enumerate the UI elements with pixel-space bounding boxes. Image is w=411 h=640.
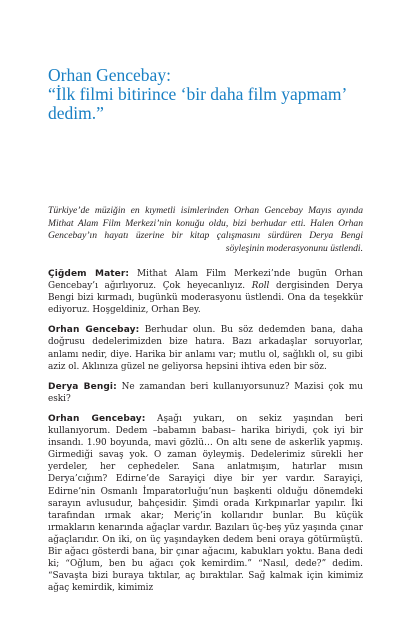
article-intro: Türkiye’de müziğin en kıymetli isimlerinden Orhan Gencebay Mayıs ayında Mithat Alam Film Merkezi’nin konuğu oldu, bizi berhudar etti. Halen Orhan Gencebay’ın hayatı üzerine bir kitap çalışmasını sürdüren Derya Bengi söyleşinin moderasyonunu üstlendi. [48,205,363,254]
interview-paragraph [48,413,363,594]
interview-body [48,268,363,602]
interview-paragraph [48,268,363,316]
speaker-name: Orhan Gencebay: [48,413,146,424]
paragraph-text: Ne zamandan beri kullanıyorsunuz? Mazisi çok mu eski? [48,381,363,404]
title-line-3: dedim.” [48,103,104,123]
title-line-2: “İlk filmi bitirince ‘bir daha film yapmam’ [48,84,348,104]
title-line-1: Orhan Gencebay: [48,65,171,85]
paragraph-text-continued: dergisinden Derya Bengi bizi kırmadı, bugünkü moderasyonu üstlendi. Ona da teşekkür ediyoruz. Hoşgeldiniz, Orhan Bey. [48,281,363,316]
speaker-name: Çiğdem Mater: [48,269,130,279]
speaker-name: Orhan Gencebay: [48,325,140,336]
paragraph-text: Berhudar olun. Bu söz dedemden bana, daha doğrusu dedelerimizden bize hatıra. Bazı arkadaşlar soruyorlar, anlamı nedir, diye. Harika bir anlamı var; mutlu ol, sağlıklı ol, su gibi aziz ol. Aklınıza güzel ne geliyorsa hepsini ihtiva eden bir söz. [48,325,363,372]
paragraph-text: Mithat Alam Film Merkezi’nde bugün Orhan Gencebay’ı ağırlıyoruz. Çok heyecanlıyız. [48,269,363,292]
article-title [48,66,378,123]
speaker-name: Derya Bengi: [48,381,117,392]
interview-paragraph [48,324,363,372]
paragraph-text: Aşağı yukarı, on sekiz yaşından beri kullanıyorum. Dedem –babamın babası– harika biriydi, çok iyi bir insandı. 1.90 boyunda, mavi gözlü… On altı sene de askerlik yapmış. Girmediği savaş yok. O zaman öyleymiş. Dedelerimiz sürekli her yerdeler, her cephedeler. Sana anlatmışım, hatırlar mısın Derya’cığım? Edirne’de Sarayiçi diye bir yer vardır. Sarayiçi, Edirne’nin Osmanlı İmparatorluğu’nun başkenti olduğu dönemdeki sarayın avlusudur, bahçesidir. Şimdi orada Kırkpınarlar yapılır. İki tarafından ırmak akar; Meriç’in kollarıdır bunlar. Bu küçük ırmakların kenarında ağaçlar vardır. Bazıları üç-beş yüz yaşında çınar ağaçlarıdır. On iki, on üç yaşındayken dedem beni oraya götürmüştü. Bir ağacı gösterdi bana, bir çınar ağacını, kabukları yoktu. Bana dedi ki; “Oğlum, ben bu ağacı çok kemirdim.” “Nasıl, dede?” dedim. “Savaşta bizi buraya tıktılar, aç bıraktılar. Sağ kalmak için kimimiz ağaç kemirdik, kimimiz [48,413,363,594]
interview-paragraph [48,381,363,405]
paragraph-italic-text: Roll [251,281,270,292]
